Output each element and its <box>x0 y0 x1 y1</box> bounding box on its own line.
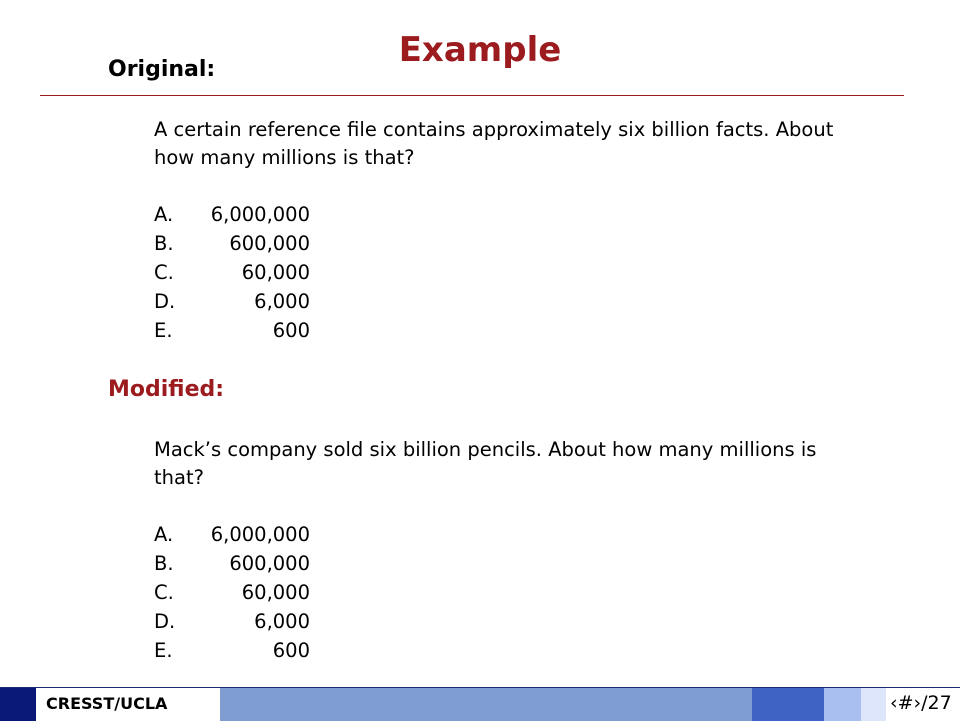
original-question: A certain reference file contains approximately six billion facts. About how many millions is that? <box>154 118 834 169</box>
slide-title: Example <box>398 30 562 70</box>
option-letter: B. <box>154 232 174 255</box>
option-letter: D. <box>154 290 176 313</box>
option-letter: E. <box>154 639 173 662</box>
option-letter: C. <box>154 261 174 284</box>
footer-bar <box>0 687 960 721</box>
original-option-e <box>154 316 454 345</box>
option-value: 6,000 <box>254 290 310 313</box>
option-value: 60,000 <box>241 581 310 604</box>
modified-option-e <box>154 636 454 665</box>
footer-segment <box>0 688 36 721</box>
title-divider <box>40 95 904 96</box>
option-letter: E. <box>154 319 173 342</box>
option-letter: A. <box>154 203 174 226</box>
option-value: 6,000 <box>254 610 310 633</box>
option-value: 6,000,000 <box>210 523 310 546</box>
modified-option-a <box>154 520 454 549</box>
option-letter: B. <box>154 552 174 575</box>
modified-option-d <box>154 607 454 636</box>
option-value: 600 <box>272 639 310 662</box>
footer-segment <box>861 688 886 721</box>
option-value: 600 <box>272 319 310 342</box>
original-label: Original: <box>108 57 216 82</box>
original-option-d <box>154 287 454 316</box>
original-option-c <box>154 258 454 287</box>
option-value: 6,000,000 <box>210 203 310 226</box>
page-number: ‹#›/27 <box>890 692 952 714</box>
footer-segment <box>824 688 861 721</box>
option-letter: D. <box>154 610 176 633</box>
modified-options <box>154 520 454 665</box>
original-option-a <box>154 200 454 229</box>
footer-segment <box>220 688 752 721</box>
footer-segment <box>752 688 824 721</box>
option-letter: C. <box>154 581 174 604</box>
modified-question: Mack’s company sold six billion pencils. About how many millions is that? <box>154 438 817 489</box>
original-options <box>154 200 454 345</box>
modified-option-b <box>154 549 454 578</box>
option-value: 600,000 <box>229 232 310 255</box>
option-value: 60,000 <box>241 261 310 284</box>
original-option-b <box>154 229 454 258</box>
option-value: 600,000 <box>229 552 310 575</box>
footer-org: CRESST/UCLA <box>46 694 168 713</box>
modified-label: Modified: <box>108 377 225 402</box>
option-letter: A. <box>154 523 174 546</box>
modified-option-c <box>154 578 454 607</box>
